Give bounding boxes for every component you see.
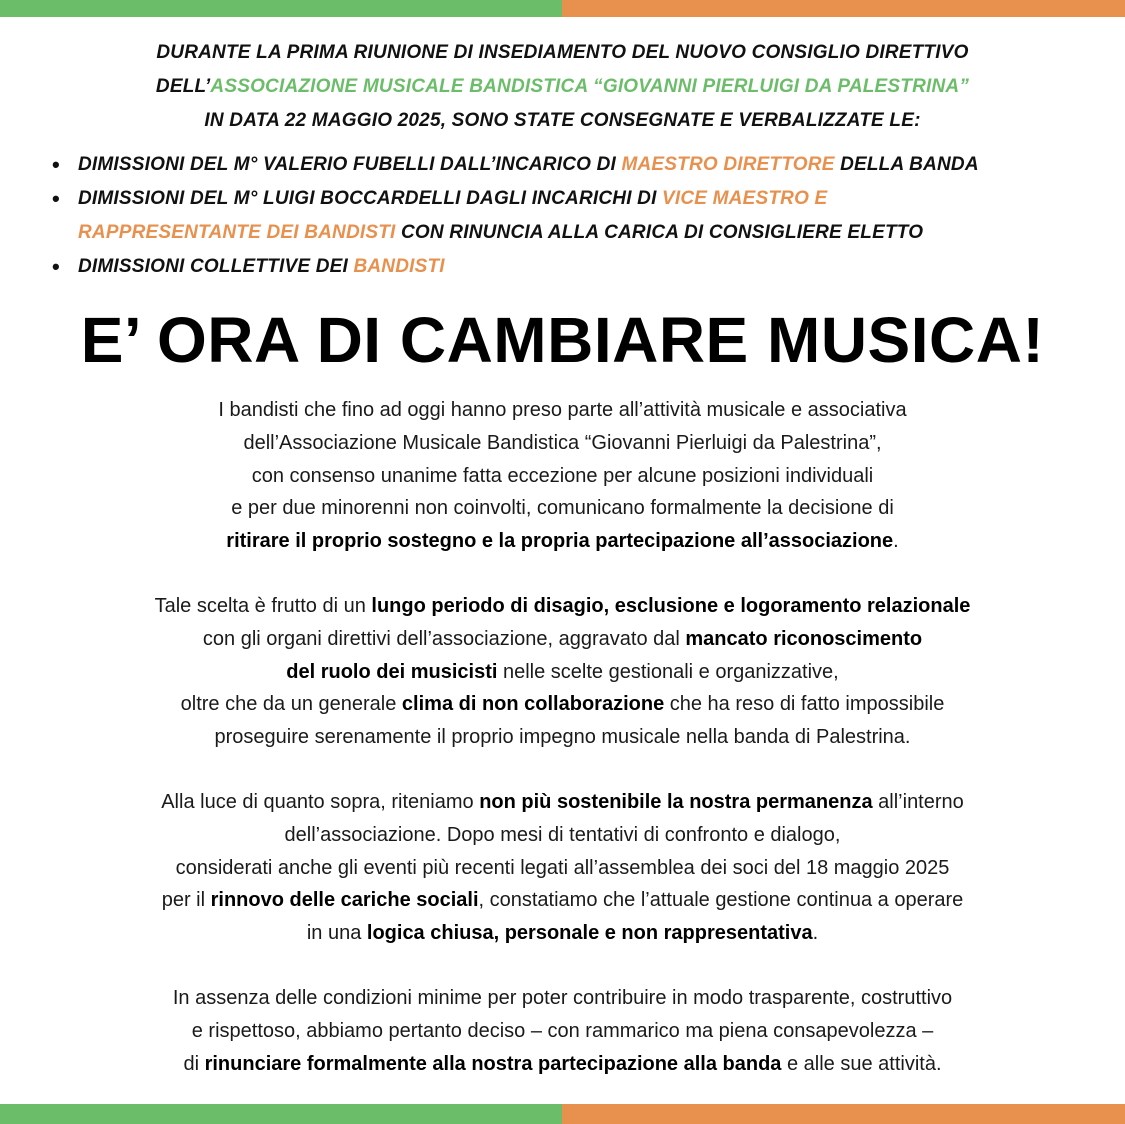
bottom-stripe-orange [562, 1104, 1125, 1124]
paragraph-1: I bandisti che fino ad oggi hanno preso parte all’attività musicale e associativa dell’Associazione Musicale Bandistica “Giovanni Pierluigi da Palestrina”, con consenso unanime fatta eccezione per alcune posizioni individuali e per due minorenni non coinvolti, comunicano formalmente la decisione di ritirare il proprio sostegno e la propria partecipazione all’associazione. [218, 399, 907, 553]
highlighted-role: RAPPRESENTANTE DEI BANDISTI [78, 222, 396, 243]
highlighted-role: MAESTRO DIRETTORE [621, 154, 835, 175]
highlighted-role: BANDISTI [353, 256, 445, 277]
statement-body [0, 394, 1125, 1080]
header-line-3: IN DATA 22 MAGGIO 2025, SONO STATE CONSEGNATE E VERBALIZZATE LE: [204, 110, 921, 131]
list-item: • DIMISSIONI COLLETTIVE DEI BANDISTI [50, 250, 1110, 284]
association-name: ASSOCIAZIONE MUSICALE BANDISTICA “GIOVANNI PIERLUIGI DA PALESTRINA” [210, 76, 970, 97]
paragraph-4: In assenza delle condizioni minime per poter contribuire in modo trasparente, costruttivo e rispettoso, abbiamo pertanto deciso – con rammarico ma piena consapevolezza – di rinunciare formalmente alla nostra partecipazione alla banda e alle sue attività. [172, 986, 953, 1075]
announcement-header [0, 36, 1125, 138]
list-item: • DIMISSIONI DEL M° LUIGI BOCCARDELLI DAGLI INCARICHI DI VICE MAESTRO E RAPPRESENTANTE DEI BANDISTI CON RINUNCIA ALLA CARICA DI CONSIGLIERE ELETTO [50, 182, 1110, 250]
main-headline: E’ ORA DI CAMBIARE MUSICA! [80, 304, 1045, 376]
list-item: • DIMISSIONI DEL M° VALERIO FUBELLI DALL’INCARICO DI MAESTRO DIRETTORE DELLA BANDA [50, 148, 1110, 182]
top-stripe-orange [562, 0, 1125, 17]
highlighted-role: VICE MAESTRO E [662, 188, 828, 209]
bottom-color-stripe [0, 1104, 1125, 1124]
paragraph-3: Alla luce di quanto sopra, riteniamo non più sostenibile la nostra permanenza all’interno dell’associazione. Dopo mesi di tentativi di confronto e dialogo, considerati anche gli eventi più recenti legati all’assemblea dei soci del 18 maggio 2025 per il rinnovo delle cariche sociali, constatiamo che l’attuale gestione continua a operare in una logica chiusa, personale e non rappresentativa. [161, 790, 964, 945]
paragraph-2: Tale scelta è frutto di un lungo periodo di disagio, esclusione e logoramento relazionale con gli organi direttivi dell’associazione, aggravato dal mancato riconoscimento del ruolo dei musicisti nelle scelte gestionali e organizzative, oltre che da un generale clima di non collaborazione che ha reso di fatto impossibile proseguire serenamente il proprio impegno musicale nella banda di Palestrina. [154, 594, 971, 749]
header-line-2 [0, 70, 1125, 104]
bottom-stripe-green [0, 1104, 562, 1124]
header-line-1: DURANTE LA PRIMA RIUNIONE DI INSEDIAMENTO DEL NUOVO CONSIGLIO DIRETTIVO [156, 42, 969, 63]
top-stripe-green [0, 0, 562, 17]
header-line-2-prefix: DELL’ [155, 76, 211, 97]
top-color-stripe [0, 0, 1125, 17]
resignations-list [50, 148, 1110, 284]
